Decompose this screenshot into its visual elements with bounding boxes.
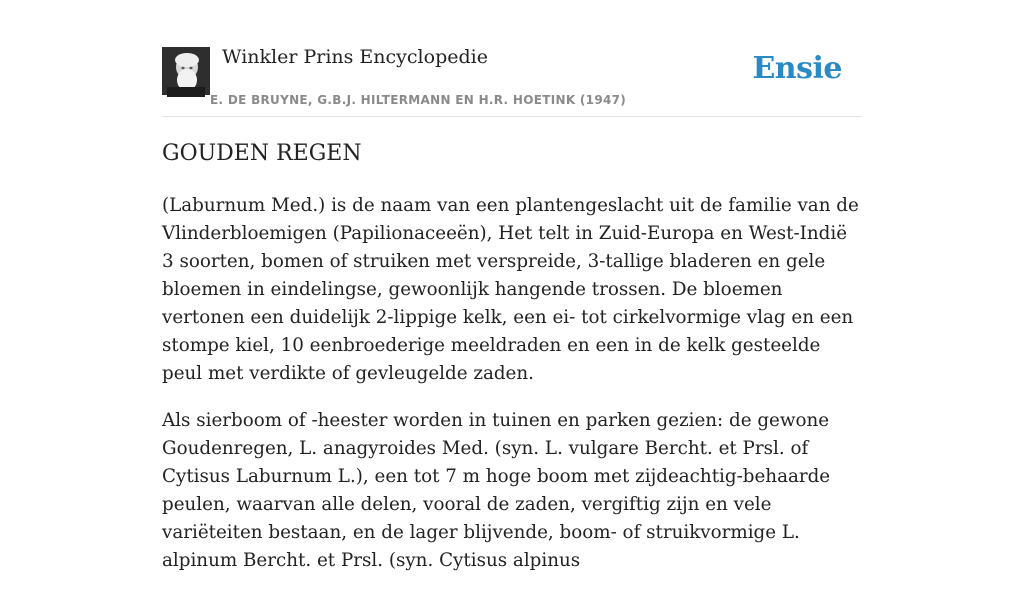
article-body [162,192,862,594]
article-paragraph: (Laburnum Med.) is de naam van een plantengeslacht uit de familie van de Vlinderbloemigen (Papilionaceeën), Het telt in Zuid-Europa en West-Indië 3 soorten, bomen of struiken met verspreide, 3-tallige bladeren en gele bloemen in eindelingse, gewoonlijk hangende trossen. De bloemen vertonen een duidelijk 2-lippige kelk, een ei- tot cirkelvormige vlag en een stompe kiel, 10 eenbroederige meeldraden en een in de kelk gesteelde peul met verdikte of gevleugelde zaden. [162,195,859,384]
portrait-icon [162,47,210,95]
ensie-logo[interactable]: Ensie [752,51,842,86]
article-paragraph: Als sierboom of -heester worden in tuinen en parken gezien: de gewone Goudenregen, L. anagyroides Med. (syn. L. vulgare Bercht. et Prsl. of Cytisus Laburnum L.), een tot 7 m hoge boom met zijdeachtig-behaarde peulen, waarvan alle delen, vooral de zaden, vergiftig zijn en vele variëteiten bestaan, en de lager blijvende, boom- of struikvormige L. alpinum Bercht. et Prsl. (syn. Cytisus alpinus [162,410,831,571]
source-title[interactable]: Winkler Prins Encyclopedie [222,46,488,68]
page [162,0,862,571]
article-title: GOUDEN REGEN [162,141,362,166]
author-avatar[interactable] [162,47,210,95]
source-authors: E. DE BRUYNE, G.B.J. HILTERMANN EN H.R. HOETINK (1947) [210,93,627,107]
source-header [162,45,862,117]
